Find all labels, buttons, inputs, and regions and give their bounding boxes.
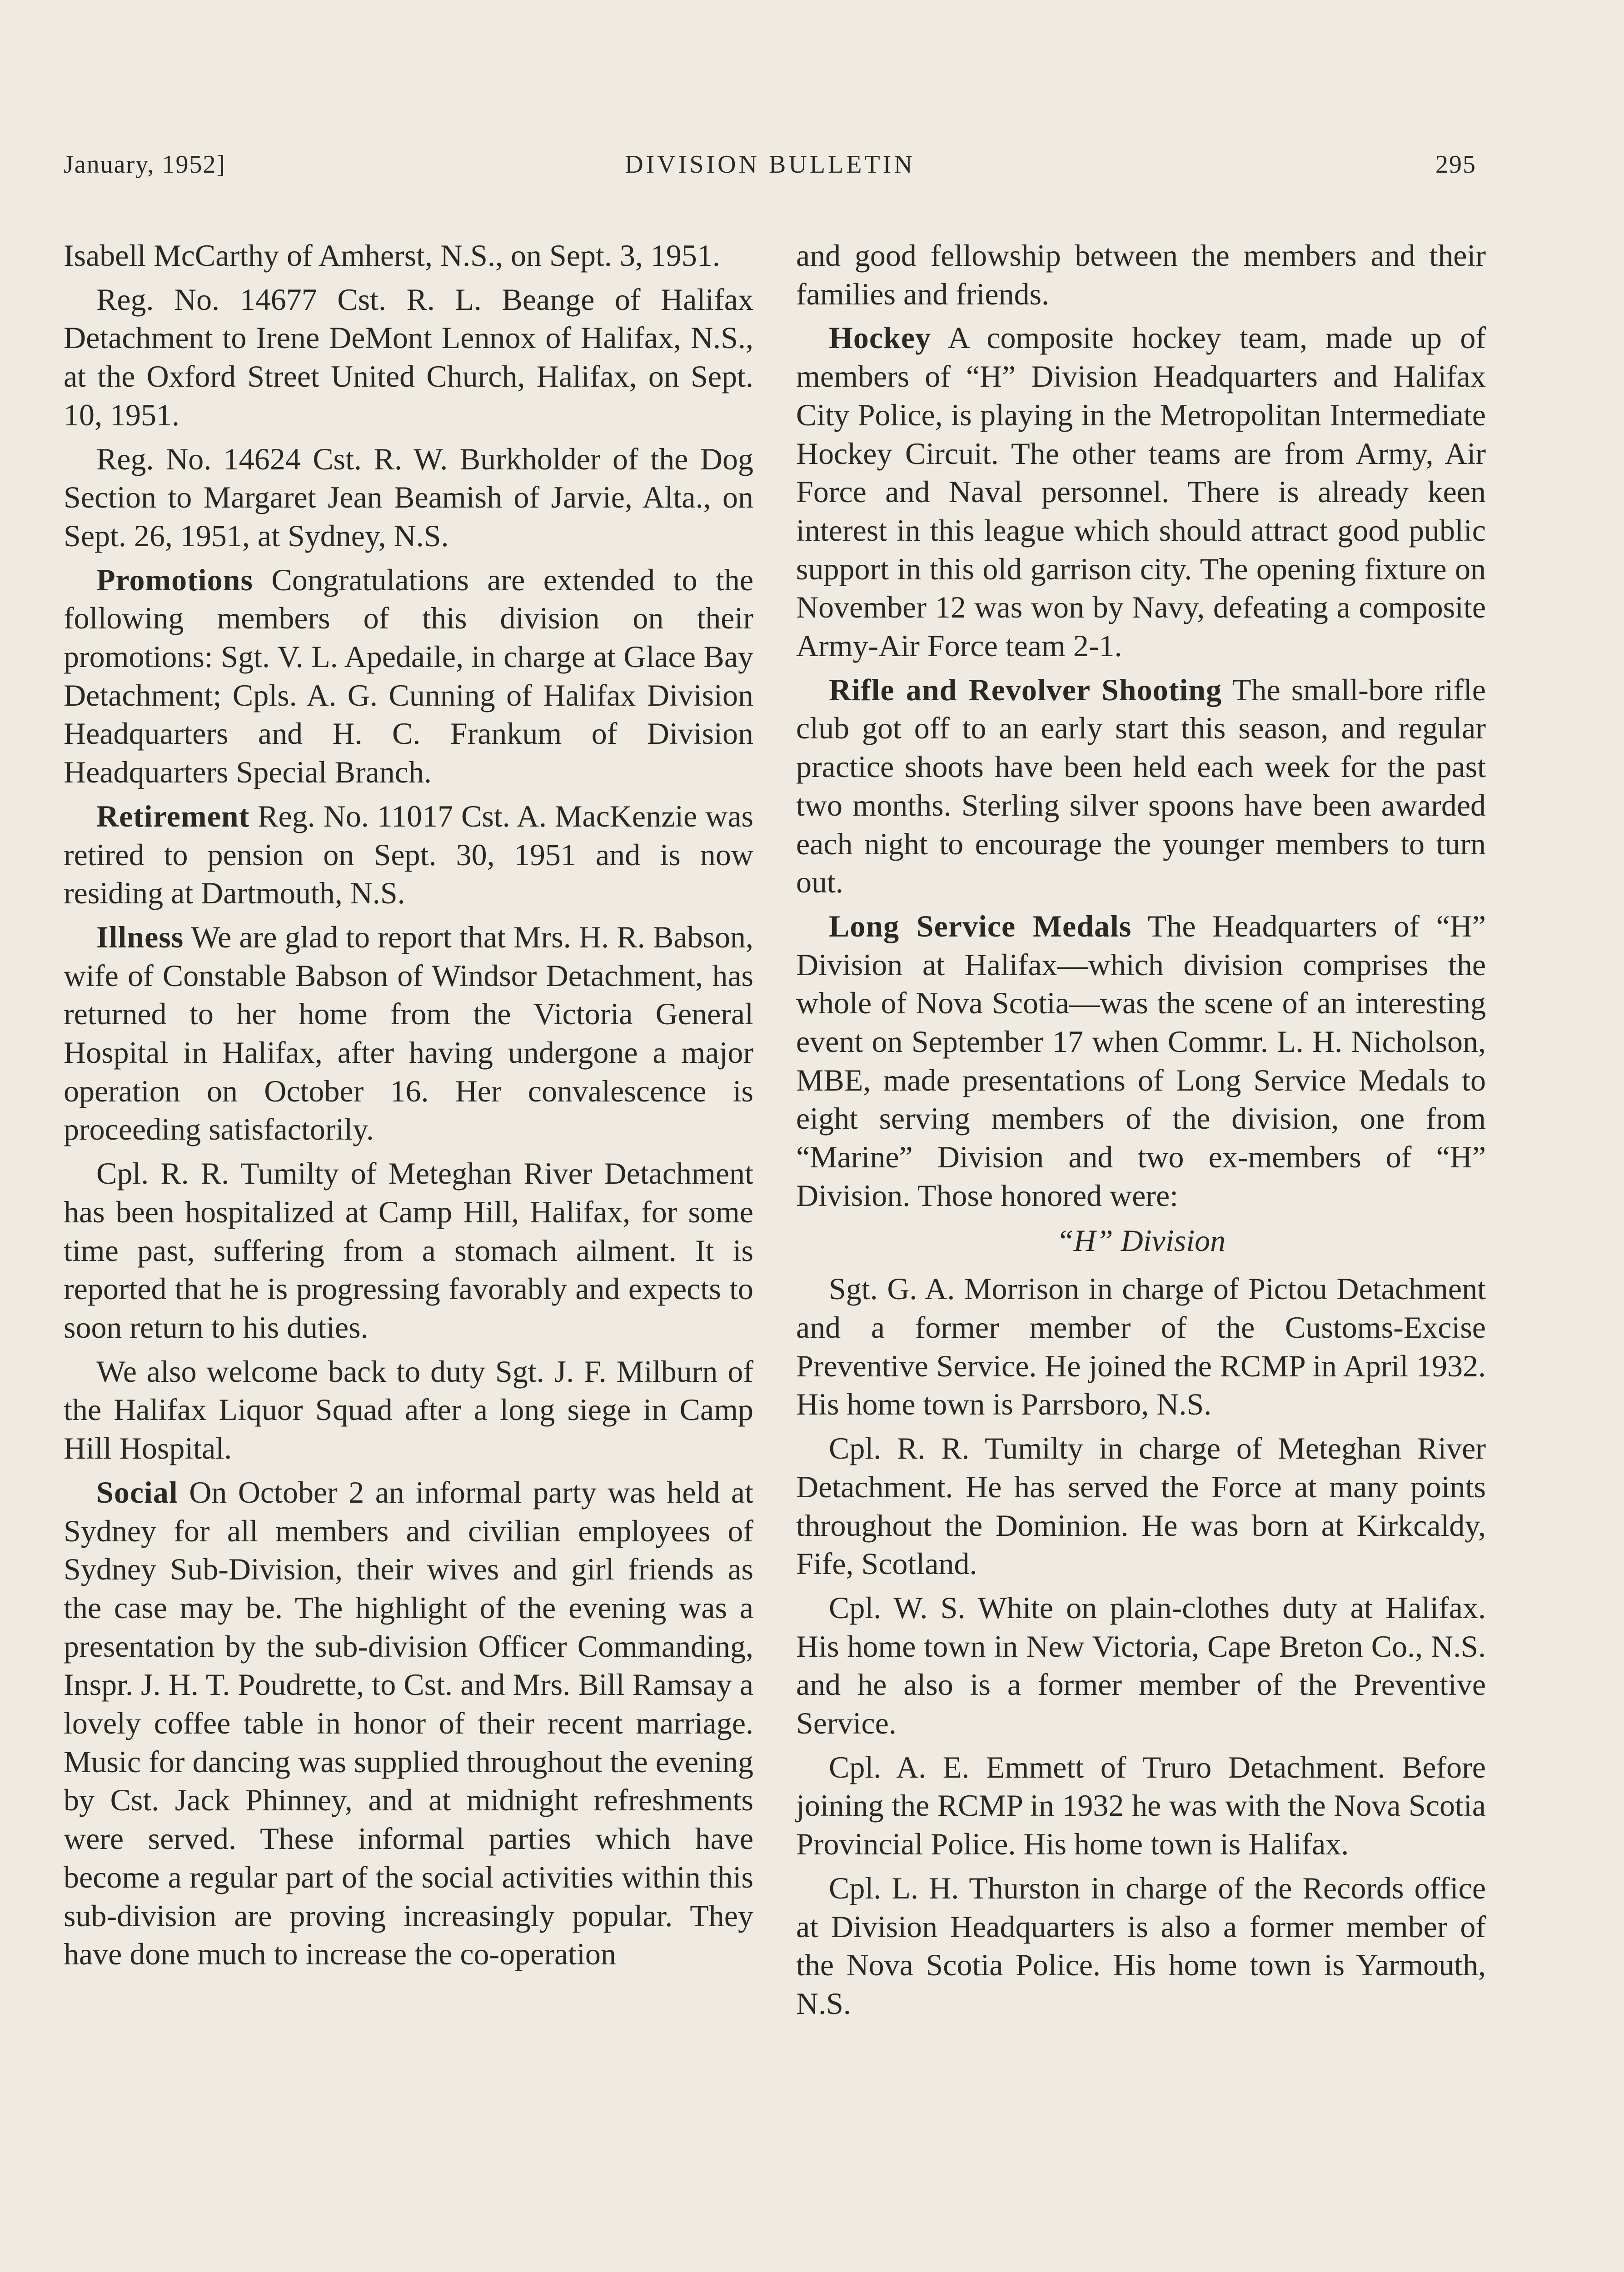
- section-rifle: [796, 671, 1486, 902]
- page-number: 295: [1435, 150, 1476, 179]
- subheading-h-division: “H” Division: [1056, 1223, 1226, 1258]
- section-retirement: [64, 797, 753, 912]
- text-illness: We are glad to report that Mrs. H. R. Babson, wife of Constable Babson of Windsor Detachment, has returned to her home from the Victoria General Hospital in Halifax, after having undergone a major operation on October 16. Her convalescence is proceeding satisfactorily.: [64, 919, 753, 1147]
- heading-promotions: Promotions: [96, 562, 253, 597]
- heading-social: Social: [96, 1475, 178, 1510]
- left-column: [64, 236, 753, 1979]
- paragraph-mccarthy: Isabell McCarthy of Amherst, N.S., on Sept. 3, 1951.: [64, 238, 720, 273]
- paragraph-tumilty-medal: Cpl. R. R. Tumilty in charge of Meteghan River Detachment. He has served the Force at many points throughout the Dominion. He was born at Kirkcaldy, Fife, Scotland.: [796, 1431, 1486, 1581]
- paragraph-milburn: We also welcome back to duty Sgt. J. F. Milburn of the Halifax Liquor Squad after a long siege in Camp Hill Hospital.: [64, 1354, 753, 1466]
- section-illness: [64, 918, 753, 1149]
- paragraph-white: Cpl. W. S. White on plain-clothes duty at Halifax. His home town in New Victoria, Cape Breton Co., N.S. and he also is a former member of the Preventive Service.: [796, 1590, 1486, 1741]
- text-promotions: Congratulations are extended to the following members of this division on their promotions: Sgt. V. L. Apedaile, in charge at Glace Bay Detachment; Cpls. A. G. Cunning of Halifax Division Headquarters and H. C. Frankum of Division Headquarters Special Branch.: [64, 562, 753, 790]
- text-long-service-medals: The Headquarters of “H” Division at Halifax—which division comprises the whole of Nova Scotia—was the scene of an interesting event on September 17 when Commr. L. H. Nicholson, MBE, made presentations of Long Service Medals to eight serving members of the division, one from “Marine” Division and two ex-members of “H” Division. Those honored were:: [796, 908, 1486, 1213]
- section-promotions: [64, 561, 753, 792]
- text-hockey: A composite hockey team, made up of members of “H” Division Headquarters and Halifax City Police, is playing in the Metropolitan Intermediate Hockey Circuit. The other teams are from Army, Air Force and Naval personnel. There is already keen interest in this league which should attract good public support in this old garrison city. The opening fixture on November 12 was won by Navy, defeating a composite Army-Air Force team 2-1.: [796, 320, 1486, 663]
- paragraph-continuation: and good fellowship between the members and their families and friends.: [796, 238, 1486, 311]
- section-long-service-medals: [796, 907, 1486, 1215]
- text-social: On October 2 an informal party was held at Sydney for all members and civilian employees of Sydney Sub-Division, their wives and girl friends as the case may be. The highlight of the evening was a presentation by the sub-division Officer Commanding, Inspr. J. H. T. Poudrette, to Cst. and Mrs. Bill Ramsay a lovely coffee table in honor of their recent marriage. Music for dancing was supplied throughout the evening by Cst. Jack Phinney, and at midnight refreshments were served. These informal parties which have become a regular part of the social activities within this sub-division are proving increasingly popular. They have done much to increase the co-operation: [64, 1475, 753, 1972]
- paragraph-beange: Reg. No. 14677 Cst. R. L. Beange of Halifax Detachment to Irene DeMont Lennox of Halifax, N.S., at the Oxford Street United Church, Halifax, on Sept. 10, 1951.: [64, 282, 753, 432]
- heading-retirement: Retirement: [96, 798, 250, 833]
- heading-rifle-shooting: Rifle and Revolver Shooting: [829, 672, 1222, 707]
- paragraph-burkholder: Reg. No. 14624 Cst. R. W. Burkholder of the Dog Section to Margaret Jean Beamish of Jarvie, Alta., on Sept. 26, 1951, at Sydney, N.S.: [64, 441, 753, 553]
- section-social: [64, 1473, 753, 1973]
- paragraph-tumilty-illness: Cpl. R. R. Tumilty of Meteghan River Detachment has been hospitalized at Camp Hill, Halifax, for some time past, suffering from a stomach ailment. It is reported that he is progressing favorably and expects to soon return to his duties.: [64, 1156, 753, 1345]
- section-hockey: [796, 319, 1486, 665]
- text-rifle-shooting: The small-bore rifle club got off to an early start this season, and regular practice shoots have been held each week for the past two months. Sterling silver spoons have been awarded each night to encourage the younger members to turn out.: [796, 672, 1486, 900]
- running-header: [64, 150, 1476, 186]
- heading-long-service-medals: Long Service Medals: [829, 908, 1132, 943]
- paragraph-morrison: Sgt. G. A. Morrison in charge of Pictou Detachment and a former member of the Customs-Excise Preventive Service. He joined the RCMP in April 1932. His home town is Parrsboro, N.S.: [796, 1271, 1486, 1422]
- header-title: DIVISION BULLETIN: [625, 150, 915, 179]
- heading-illness: Illness: [96, 919, 184, 954]
- heading-hockey: Hockey: [829, 320, 932, 355]
- paragraph-emmett: Cpl. A. E. Emmett of Truro Detachment. Before joining the RCMP in 1932 he was with the Nova Scotia Provincial Police. His home town is Halifax.: [796, 1749, 1486, 1862]
- text-retirement: Reg. No. 11017 Cst. A. MacKenzie was retired to pension on Sept. 30, 1951 and is now residing at Dartmouth, N.S.: [64, 798, 753, 911]
- right-column: [796, 236, 1486, 2028]
- header-date: January, 1952]: [64, 150, 226, 179]
- paragraph-thurston: Cpl. L. H. Thurston in charge of the Records office at Division Headquarters is also a former member of the Nova Scotia Police. His home town is Yarmouth, N.S.: [796, 1870, 1486, 2021]
